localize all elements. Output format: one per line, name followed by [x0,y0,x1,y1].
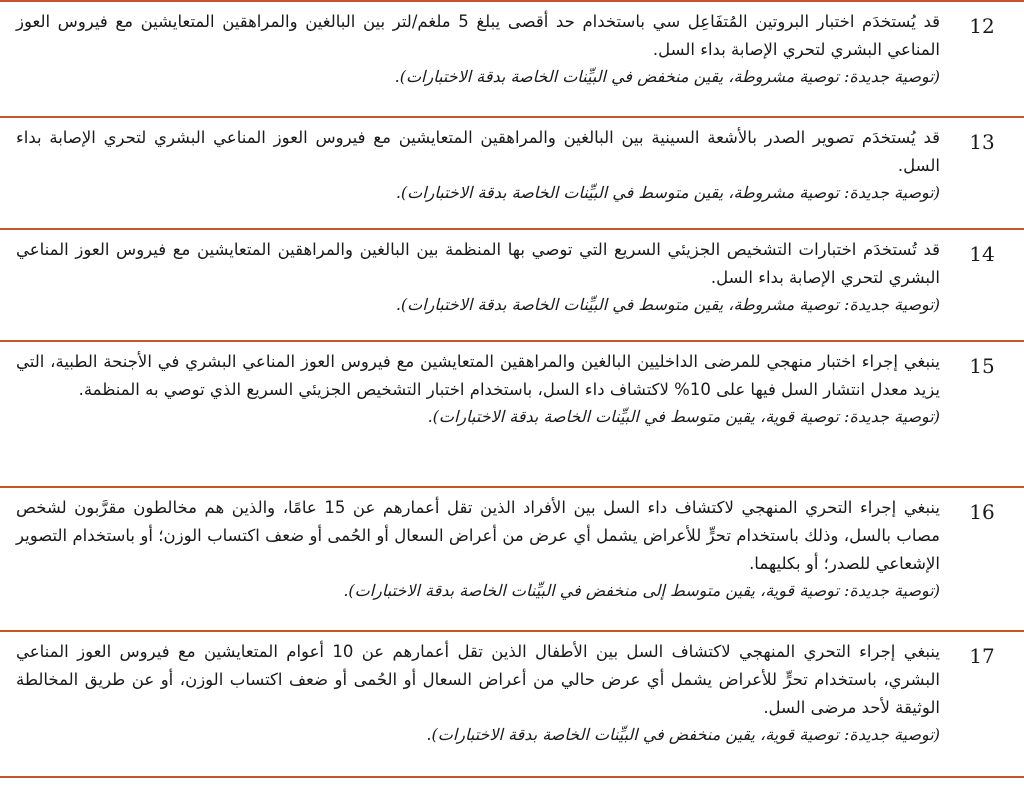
recommendation-number: 17 [969,644,995,668]
recommendation-number: 13 [969,130,995,154]
recommendation-row [0,488,1024,632]
recommendation-note: (توصية جديدة: توصية مشروطة، يقين متوسط في البيِّنات الخاصة بدقة الاختبارات). [395,183,940,202]
recommendation-body [0,348,940,482]
recommendation-text: قد يُستخدَم اختبار البروتين المُتفَاعِل سي باستخدام حد أقصى يبلغ 5 ملغم/لتر بين البالغين والمراهقين المتعايشين مع فيروس العوز المناعي البشري لتحري الإصابة بداء السل. [16,12,941,59]
recommendation-row [0,230,1024,342]
recommendation-body [0,638,940,772]
recommendation-note: (توصية جديدة: توصية مشروطة، يقين متوسط في البيِّنات الخاصة بدقة الاختبارات). [395,295,940,314]
recommendation-text: ينبغي إجراء اختبار منهجي للمرضى الداخليين البالغين والمراهقين المتعايشين مع فيروس العوز المناعي البشري في الأجنحة الطبية، التي يزيد معدل انتشار السل فيها على 10% لاكتشاف داء السل، باستخدام اختبار التشخيص الجزيئي السريع الذي توصي به المنظمة. [16,352,940,399]
recommendation-number: 15 [969,354,995,378]
recommendation-body [0,8,940,112]
recommendation-body [0,494,940,626]
recommendation-text: ينبغي إجراء التحري المنهجي لاكتشاف داء السل بين الأفراد الذين تقل أعمارهم عن 15 عامًا، والذين هم مخالطون مقرَّبون لشخص مصاب بالسل، وذلك باستخدام تحرٍّ للأعراض يشمل أي عرض من أعراض السعال أو الحُمى أو ضعف اكتساب الوزن؛ أو باستخدام التصوير الإشعاعي للصدر؛ أو بكليهما. [16,498,940,573]
recommendation-text: قد تُستخدَم اختبارات التشخيص الجزيئي السريع التي توصي بها المنظمة بين البالغين والمراهقين المتعايشين مع فيروس العوز المناعي البشري لتحري الإصابة بداء السل. [16,240,940,287]
recommendation-note: (توصية جديدة: توصية مشروطة، يقين منخفض في البيِّنات الخاصة بدقة الاختبارات). [394,67,940,86]
recommendation-row [0,342,1024,488]
recommendation-number: 16 [969,500,995,524]
recommendation-row [0,0,1024,118]
recommendation-body [0,124,940,224]
recommendation-note: (توصية جديدة: توصية قوية، يقين متوسط في البيِّنات الخاصة بدقة الاختبارات). [427,407,940,426]
recommendation-number: 14 [969,242,995,266]
recommendation-row [0,632,1024,778]
recommendation-note: (توصية جديدة: توصية قوية، يقين منخفض في البيِّنات الخاصة بدقة الاختبارات). [426,725,940,744]
recommendation-number: 12 [969,14,995,38]
recommendation-text: قد يُستخدَم تصوير الصدر بالأشعة السينية بين البالغين والمراهقين المتعايشين مع فيروس العوز المناعي البشري لتحري الإصابة بداء السل. [16,128,940,175]
recommendation-note: (توصية جديدة: توصية قوية، يقين متوسط إلى منخفض في البيِّنات الخاصة بدقة الاختبارات). [343,581,940,600]
recommendation-row [0,118,1024,230]
recommendation-body [0,236,940,336]
recommendation-text: ينبغي إجراء التحري المنهجي لاكتشاف السل بين الأطفال الذين تقل أعمارهم عن 10 أعوام المتعايشين مع فيروس العوز المناعي البشري، باستخدام تحرٍّ للأعراض يشمل أي عرض حالي من أعراض السعال أو الحُمى أو ضعف اكتساب الوزن، أو عن طريق المخالطة الوثيقة لأحد مرضى السل. [16,642,940,717]
